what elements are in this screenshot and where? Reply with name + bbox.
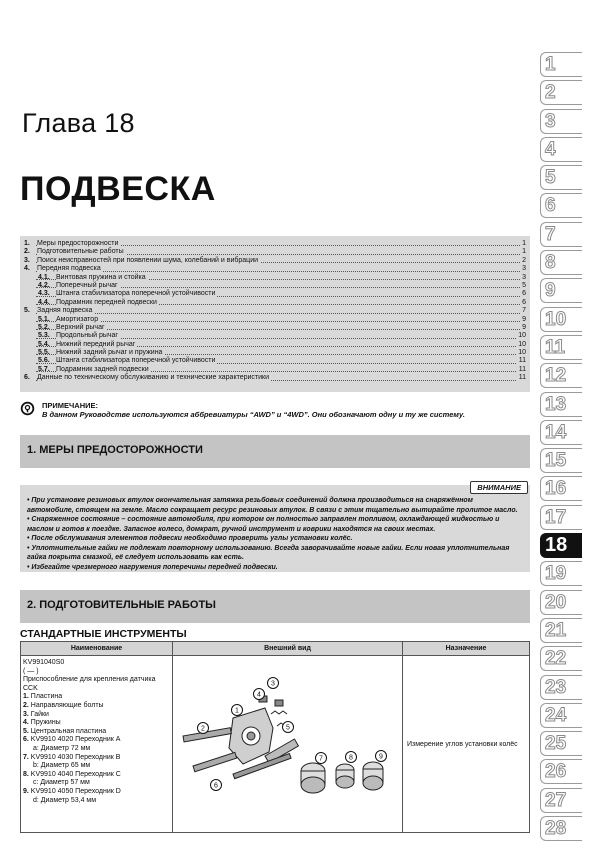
chapter-tab-23[interactable]: 23 xyxy=(540,675,582,700)
toc-number: 2. xyxy=(24,248,30,256)
tool-part xyxy=(23,728,170,737)
toc-title: Нижний передний рычаг xyxy=(56,340,136,348)
toc-title: Передняя подвеска xyxy=(37,265,101,273)
section-2-header xyxy=(20,590,530,623)
toc-title: Верхний рычаг xyxy=(56,323,105,331)
toc-number: 4.3. xyxy=(38,290,50,298)
toc-title: Подрамник передней подвески xyxy=(56,298,157,306)
toc-row[interactable] xyxy=(20,366,530,374)
toc-row[interactable] xyxy=(20,307,530,315)
toc-page: 1 xyxy=(522,248,526,256)
warning-tag: ВНИМАНИЕ xyxy=(470,481,528,494)
tool-part xyxy=(23,754,170,763)
toc-title: Продольный рычаг xyxy=(56,332,118,340)
toc-number: 5.1. xyxy=(38,315,50,323)
toc-row[interactable] xyxy=(20,357,530,365)
tool-part xyxy=(23,762,170,771)
chapter-tab-18[interactable]: 18 xyxy=(540,533,582,558)
toc-title: Поиск неисправностей при появлении шума, колебаний и вибрации xyxy=(37,256,259,264)
tool-part-text: KV9910 4020 Переходник A xyxy=(30,736,121,744)
tool-purpose: Измерение углов установки колёс xyxy=(403,656,530,833)
chapter-tab-17[interactable]: 17 xyxy=(540,505,582,530)
toc-number: 4.4. xyxy=(38,298,50,306)
section-1-title: 1. МЕРЫ ПРЕДОСТОРОЖНОСТИ xyxy=(27,444,203,456)
tool-part xyxy=(23,745,170,754)
tool-part xyxy=(23,693,170,702)
chapter-tab-22[interactable]: 22 xyxy=(540,646,582,671)
chapter-tab-1[interactable]: 1 xyxy=(540,52,582,77)
toc-number: 5. xyxy=(24,307,30,315)
callout-6: 6 xyxy=(214,782,218,790)
tools-header-appearance: Внешний вид xyxy=(173,642,403,656)
tool-part xyxy=(23,779,170,788)
toc-title: Амортизатор xyxy=(56,315,99,323)
section-1-header xyxy=(20,435,530,468)
tool-part-text: KV9910 4030 Переходник B xyxy=(30,753,121,761)
toc-page: 9 xyxy=(522,315,526,323)
chapter-tab-14[interactable]: 14 xyxy=(540,420,582,445)
toc-row[interactable] xyxy=(20,374,530,382)
toc-leader xyxy=(36,329,522,330)
chapter-tab-12[interactable]: 12 xyxy=(540,363,582,388)
toc-number: 5.5. xyxy=(38,349,50,357)
tool-code-alt: ( — ) xyxy=(23,667,39,675)
warning-item: • Избегайте чрезмерного нагружения поперечины передней подвески. xyxy=(27,563,278,571)
tool-part-text: c: Диаметр 57 мм xyxy=(33,779,90,787)
tools-header-purpose: Назначение xyxy=(403,642,530,656)
toc-number: 5.3. xyxy=(38,332,50,340)
tool-part xyxy=(23,797,170,806)
callout-9: 9 xyxy=(379,753,383,761)
toc-number: 1. xyxy=(24,240,30,247)
toc-leader xyxy=(36,271,522,272)
toc-title: Подрамник задней подвески xyxy=(56,365,149,373)
tool-description xyxy=(21,656,172,830)
chapter-tab-10[interactable]: 10 xyxy=(540,307,582,332)
toc-number: 6. xyxy=(24,374,30,382)
toc-leader xyxy=(36,321,522,322)
callout-5: 5 xyxy=(286,724,290,732)
chapter-tab-20[interactable]: 20 xyxy=(540,590,582,615)
tool-code: KV991040S0 xyxy=(23,659,65,666)
tool-part-text: Направляющие болты xyxy=(30,701,104,709)
callout-4: 4 xyxy=(257,691,261,699)
tool-part-number: 5. xyxy=(23,727,29,735)
toc-page: 2 xyxy=(522,256,526,264)
toc-number: 5.2. xyxy=(38,323,50,331)
warning-item: • После обслуживания элементов подвески необходимо проверить углы установки колёс. xyxy=(27,535,353,542)
tool-part-number: 4. xyxy=(23,719,29,727)
note xyxy=(20,401,530,421)
tool-part-text: a: Диаметр 72 мм xyxy=(33,744,91,752)
toc-row[interactable] xyxy=(20,341,530,349)
tool-part-number: 8. xyxy=(23,770,29,778)
chapter-label: Глава 18 xyxy=(22,108,135,138)
warning-item: • При установке резиновых втулок окончательная затяжка резьбовых соединений должна производиться на снаряжённом автомобиле, стоящем на земле. Масло сокращает ресурс резиновых втулок. В связи с этим тщательно вытирайте пролитое масло. xyxy=(27,497,518,514)
toc-number: 4.1. xyxy=(38,273,50,281)
toc-number: 5.4. xyxy=(38,340,50,348)
toc-title: Штанга стабилизатора поперечной устойчивости xyxy=(56,290,216,298)
chapter-title: ПОДВЕСКА xyxy=(20,170,216,208)
chapter-tab-21[interactable]: 21 xyxy=(540,618,582,643)
callout-7: 7 xyxy=(319,755,323,763)
toc-title: Подготовительные работы xyxy=(37,248,124,256)
chapter-tab-19[interactable]: 19 xyxy=(540,561,582,586)
chapter-tab-26[interactable]: 26 xyxy=(540,759,582,784)
tool-part xyxy=(23,702,170,711)
chapter-tab-4[interactable]: 4 xyxy=(540,137,582,162)
chapter-tab-8[interactable]: 8 xyxy=(540,250,582,275)
toc-number: 5.6. xyxy=(38,357,50,365)
chapter-tab-9[interactable]: 9 xyxy=(540,278,582,303)
toc-row[interactable] xyxy=(20,332,530,340)
callout-1: 1 xyxy=(235,707,239,715)
tool-part-number: 3. xyxy=(23,710,29,718)
callout-3: 3 xyxy=(271,680,275,688)
toc-page: 11 xyxy=(518,357,526,365)
toc-title: Штанга стабилизатора поперечной устойчивости xyxy=(56,357,216,365)
toc-title: Меры предосторожности xyxy=(37,240,119,247)
note-icon xyxy=(20,401,35,416)
callout-8: 8 xyxy=(349,754,353,762)
chapter-tab-16[interactable]: 16 xyxy=(540,476,582,501)
toc-number: 5.7. xyxy=(38,365,50,373)
toc-page: 5 xyxy=(522,281,526,289)
toc-title: Поперечный рычаг xyxy=(56,281,118,289)
toc-page: 10 xyxy=(518,340,526,348)
tool-part xyxy=(23,711,170,720)
toc-page: 11 xyxy=(518,365,526,373)
tool-part-text: Гайки xyxy=(30,710,49,718)
tool-name: Приспособление для крепления датчика CCK xyxy=(23,676,156,692)
toc-page: 10 xyxy=(518,349,526,357)
warning-item: • Снаряженное состояние – состояние автомобиля, при котором он полностью заправлен топливом, охлаждающей жидкостью и маслом и готов к поездке. Запасное колесо, домкрат, ручной инструмент и коврики находятся на своих местах. xyxy=(27,516,500,533)
toc-number: 3. xyxy=(24,256,30,264)
tool-part-number: 9. xyxy=(23,787,29,795)
chapter-tabs xyxy=(540,52,582,844)
tool-part xyxy=(23,788,170,797)
chapter-tab-15[interactable]: 15 xyxy=(540,448,582,473)
tool-part xyxy=(23,771,170,780)
toc-number: 4. xyxy=(24,265,30,273)
chapter-tab-28[interactable]: 28 xyxy=(540,816,582,841)
toc-row[interactable] xyxy=(20,299,530,307)
toc-row[interactable] xyxy=(20,265,530,273)
chapter-tab-13[interactable]: 13 xyxy=(540,392,582,417)
tool-part-number: 2. xyxy=(23,701,29,709)
tool-part-number: 7. xyxy=(23,753,29,761)
toc-leader xyxy=(36,313,522,314)
tools-title: СТАНДАРТНЫЕ ИНСТРУМЕНТЫ xyxy=(20,628,187,640)
toc-page: 9 xyxy=(522,323,526,331)
toc-number: 4.2. xyxy=(38,281,50,289)
toc-page: 3 xyxy=(522,265,526,273)
toc-title: Задняя подвеска xyxy=(37,307,93,315)
tool-part-text: Пружины xyxy=(30,719,61,727)
toc-row[interactable] xyxy=(20,316,530,324)
chapter-tab-6[interactable]: 6 xyxy=(540,193,582,218)
tools-header-name: Наименование xyxy=(21,642,173,656)
toc-page: 7 xyxy=(522,307,526,315)
toc-page: 10 xyxy=(518,332,526,340)
tool-part-text: KV9910 4050 Переходник D xyxy=(30,787,121,795)
tool-illustration xyxy=(173,656,402,830)
tool-part xyxy=(23,736,170,745)
warning-body xyxy=(27,496,521,572)
toc-page: 6 xyxy=(522,290,526,298)
tool-part-text: Пластина xyxy=(30,693,63,701)
toc-title: Нижний задний рычаг и пружина xyxy=(56,349,163,357)
tool-part-text: d: Диаметр 53,4 мм xyxy=(33,796,97,804)
toc-title: Данные по техническому обслуживанию и технические характеристики xyxy=(37,374,270,382)
toc-page: 1 xyxy=(522,240,526,247)
chapter-tab-5[interactable]: 5 xyxy=(540,165,582,190)
tool-part-number: 1. xyxy=(23,693,29,701)
toc-row[interactable] xyxy=(20,248,530,256)
tool-part-number: 6. xyxy=(23,736,29,744)
tool-part-text: b: Диаметр 65 мм xyxy=(33,762,91,770)
note-heading: ПРИМЕЧАНИЕ: xyxy=(42,401,99,410)
table-of-contents xyxy=(20,236,530,392)
table-row xyxy=(21,656,530,833)
warning-box xyxy=(20,485,530,572)
tool-part-text: Центральная пластина xyxy=(30,727,107,735)
chapter-tab-24[interactable]: 24 xyxy=(540,703,582,728)
toc-page: 11 xyxy=(518,374,526,382)
chapter-tab-3[interactable]: 3 xyxy=(540,109,582,134)
chapter-tab-27[interactable]: 27 xyxy=(540,788,582,813)
chapter-tab-2[interactable]: 2 xyxy=(540,80,582,105)
toc-page: 6 xyxy=(522,298,526,306)
section-2-title: 2. ПОДГОТОВИТЕЛЬНЫЕ РАБОТЫ xyxy=(27,599,216,611)
toc-row[interactable] xyxy=(20,274,530,282)
warning-item: • Уплотнительные гайки не подлежат повторному использованию. Всегда заворачивайте новые гайки. Если новая уплотнительная гайка покрыта смазкой, её следует использовать как есть. xyxy=(27,544,510,561)
chapter-tab-25[interactable]: 25 xyxy=(540,731,582,756)
toc-title: Винтовая пружина и стойка xyxy=(56,273,146,281)
toc-page: 3 xyxy=(522,273,526,281)
callout-2: 2 xyxy=(201,725,205,733)
tools-table xyxy=(20,641,530,833)
toc-row[interactable] xyxy=(20,290,530,298)
note-text: В данном Руководстве используются аббревиатуры “AWD” и “4WD”. Они обозначают одну и ту же систему. xyxy=(42,410,465,419)
chapter-tab-11[interactable]: 11 xyxy=(540,335,582,360)
tool-part xyxy=(23,719,170,728)
tool-part-text: KV9910 4040 Переходник C xyxy=(30,770,121,778)
toc-row[interactable] xyxy=(20,257,530,265)
chapter-tab-7[interactable]: 7 xyxy=(540,222,582,247)
